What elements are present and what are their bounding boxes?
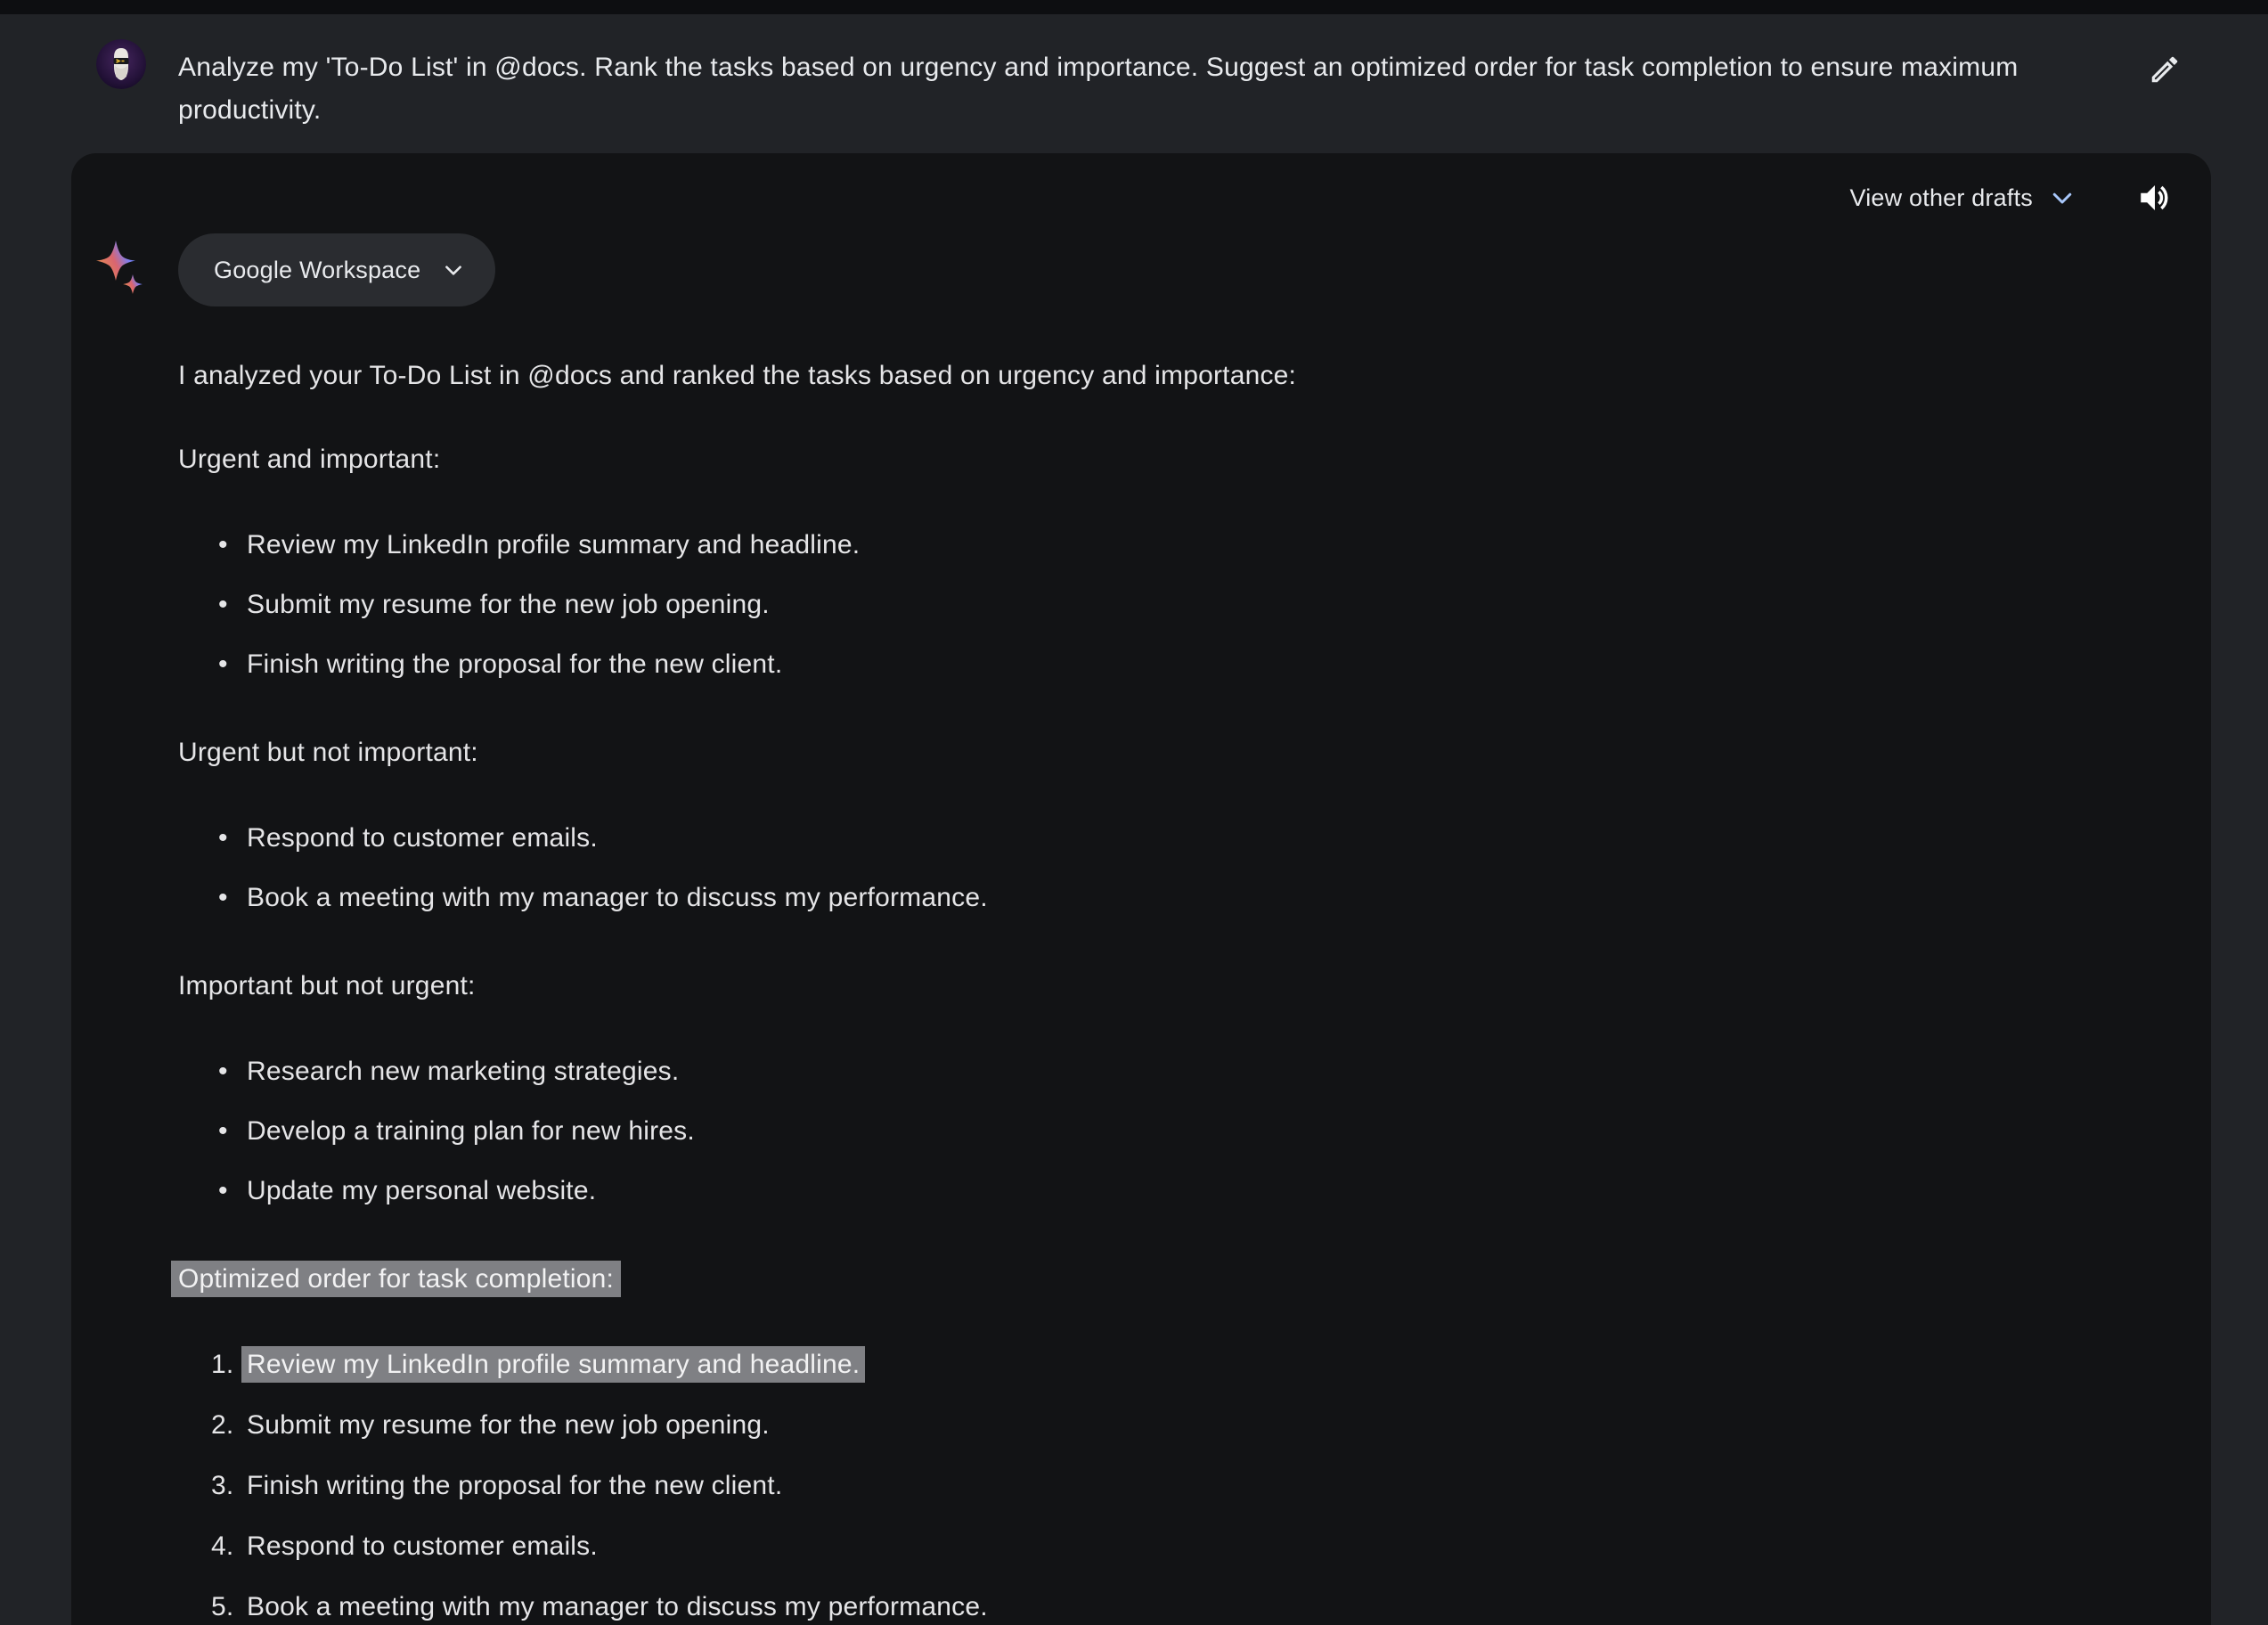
list-item: • Develop a training plan for new hires. — [247, 1112, 1871, 1151]
item-number: 2. — [211, 1410, 234, 1440]
ordered-list-item — [211, 1466, 1871, 1506]
pencil-icon — [2148, 53, 2182, 86]
ordered-list-item — [211, 1345, 1871, 1384]
response-content — [178, 356, 1871, 1625]
ordered-list-item — [211, 1406, 1871, 1445]
drafts-toolbar — [1849, 175, 2175, 221]
item-number: 5. — [211, 1592, 234, 1621]
item-number: 4. — [211, 1531, 234, 1561]
section-heading-urgent-not-important: Urgent but not important: — [178, 738, 478, 767]
list-item: • Respond to customer emails. — [247, 819, 1871, 858]
user-avatar — [96, 39, 146, 89]
response-intro: I analyzed your To-Do List in @docs and ranked the tasks based on urgency and importance: — [178, 361, 1297, 390]
gemini-sparkle-icon — [96, 241, 144, 294]
user-prompt-text: Analyze my 'To-Do List' in @docs. Rank the tasks based on urgency and importance. Suggest an optimized order for task completion to ensure maximum productivity. — [178, 53, 2019, 125]
chevron-down-icon — [442, 258, 465, 282]
item-number: 1. — [211, 1350, 234, 1379]
section-heading-optimized-order — [178, 1260, 1871, 1299]
extension-chip-google-workspace[interactable] — [178, 233, 495, 306]
list-item: • Finish writing the proposal for the new client. — [247, 645, 1871, 684]
view-other-drafts-label: View other drafts — [1849, 184, 2033, 211]
section-heading-important-not-urgent: Important but not urgent: — [178, 971, 476, 1000]
item-text: Finish writing the proposal for the new client. — [247, 1471, 783, 1500]
item-text: Respond to customer emails. — [247, 1531, 598, 1561]
optimized-order-list — [178, 1345, 1871, 1625]
view-other-drafts-button[interactable] — [1849, 184, 2076, 212]
list-item: • Book a meeting with my manager to discuss my performance. — [247, 878, 1871, 918]
item-number: 3. — [211, 1471, 234, 1500]
chevron-down-icon — [2049, 184, 2076, 211]
ordered-list-item — [211, 1527, 1871, 1566]
ordered-list-item — [211, 1588, 1871, 1625]
extension-chip-label: Google Workspace — [214, 256, 421, 283]
list-item: • Review my LinkedIn profile summary and headline. — [247, 526, 1871, 565]
highlighted-item-text: Review my LinkedIn profile summary and headline. — [241, 1346, 865, 1383]
bullet-list-urgent-important — [178, 526, 1871, 684]
user-prompt-row — [0, 14, 2268, 153]
response-card — [71, 153, 2211, 1625]
window-top-edge — [0, 0, 2268, 14]
read-aloud-button[interactable] — [2134, 177, 2175, 218]
list-item: • Update my personal website. — [247, 1172, 1871, 1211]
list-item: • Submit my resume for the new job opening. — [247, 585, 1871, 625]
wizard-avatar-icon — [96, 39, 146, 89]
item-text: Book a meeting with my manager to discuss my performance. — [247, 1592, 988, 1621]
bullet-list-urgent-not-important — [178, 819, 1871, 918]
list-item: • Research new marketing strategies. — [247, 1052, 1871, 1091]
item-text: Submit my resume for the new job opening. — [247, 1410, 770, 1440]
bullet-list-important-not-urgent — [178, 1052, 1871, 1211]
highlighted-heading-text: Optimized order for task completion: — [171, 1261, 621, 1297]
edit-prompt-button[interactable] — [2142, 46, 2188, 93]
section-heading-urgent-important: Urgent and important: — [178, 445, 441, 474]
speaker-volume-icon — [2136, 179, 2174, 216]
